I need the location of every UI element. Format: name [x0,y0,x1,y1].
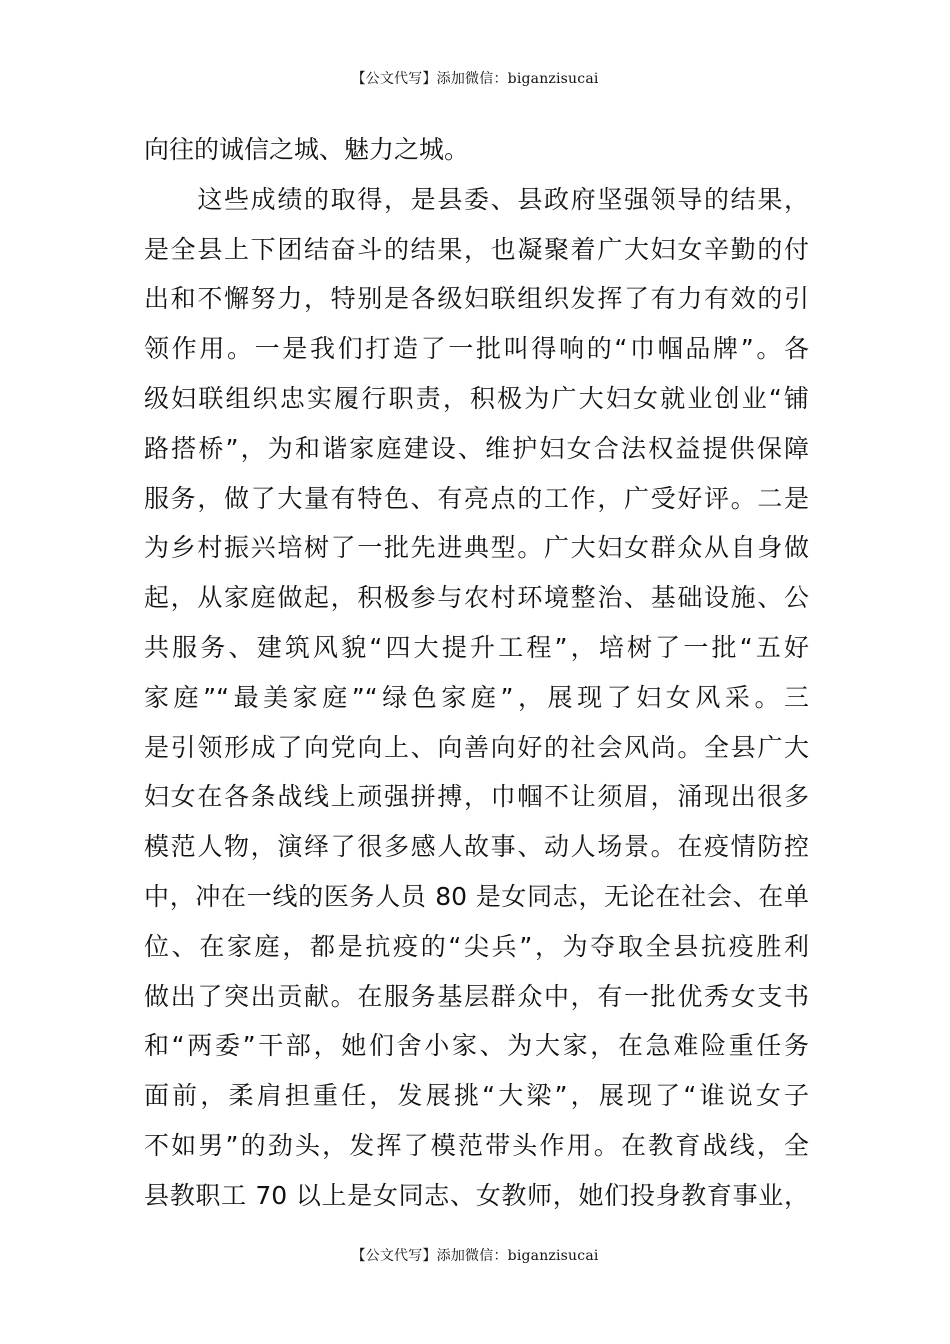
paragraph-line: 模范人物，演绎了很多感人故事、动人场景。在疫情防控 [144,832,809,862]
paragraph-line: 向往的诚信之城、魅力之城。 [144,135,470,164]
paragraph-line: 做出了突出贡献。在服务基层群众中，有一批优秀女支书 [144,981,809,1011]
paragraph-line: 为乡村振兴培树了一批先进典型。广大妇女群众从自身做 [144,533,809,563]
paragraph-line: 路搭桥”，为和谐家庭建设、维护妇女合法权益提供保障 [144,433,809,463]
paragraph-line: 面前，柔肩担重任，发展挑“大梁”，展现了“谁说女子 [144,1081,809,1111]
paragraph-line: 妇女在各条战线上顽强拼搏，巾帼不让须眉，涌现出很多 [144,782,809,812]
paragraph-line: 级妇联组织忠实履行职责，积极为广大妇女就业创业“铺 [144,383,809,413]
paragraph-line: 起，从家庭做起，积极参与农村环境整治、基础设施、公 [144,583,809,613]
paragraph-line: 不如男”的劲头，发挥了模范带头作用。在教育战线，全 [144,1130,809,1160]
page-footer: 【公文代写】添加微信：biganzisucai [351,1248,599,1264]
paragraph-line: 这些成绩的取得，是县委、县政府坚强领导的结果， [144,184,809,214]
document-body [144,125,809,1221]
paragraph-line: 家庭”“最美家庭”“绿色家庭”，展现了妇女风采。三 [144,682,809,712]
paragraph-line: 是全县上下团结奋斗的结果，也凝聚着广大妇女辛勤的付 [144,234,809,264]
paragraph-line: 位、在家庭，都是抗疫的“尖兵”，为夺取全县抗疫胜利 [144,931,809,961]
paragraph-line: 县教职工 70 以上是女同志、女教师，她们投身教育事业， [144,1180,809,1210]
paragraph-line: 领作用。一是我们打造了一批叫得响的“巾帼品牌”。各 [144,334,809,364]
paragraph-line: 中，冲在一线的医务人员 80 是女同志，无论在社会、在单 [144,881,809,911]
paragraph-line: 和“两委”干部，她们舍小家、为大家，在急难险重任务 [144,1031,809,1061]
page-header: 【公文代写】添加微信：biganzisucai [351,71,599,87]
paragraph-line: 服务，做了大量有特色、有亮点的工作，广受好评。二是 [144,483,809,513]
paragraph-line: 是引领形成了向党向上、向善向好的社会风尚。全县广大 [144,732,809,762]
paragraph-line: 共服务、建筑风貌“四大提升工程”，培树了一批“五好 [144,632,809,662]
paragraph-line: 出和不懈努力，特别是各级妇联组织发挥了有力有效的引 [144,284,809,314]
